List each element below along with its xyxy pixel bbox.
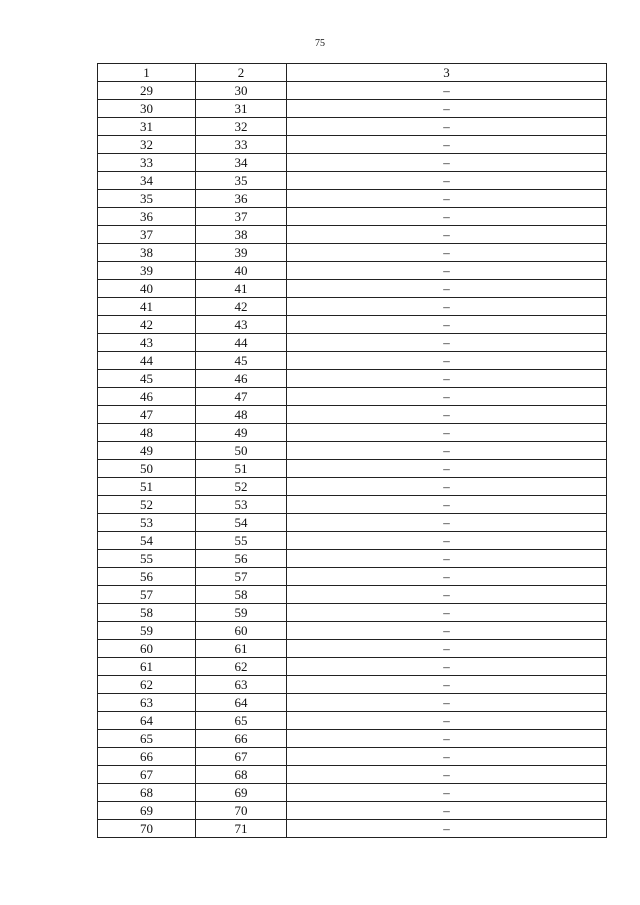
table-cell-col3: – bbox=[287, 658, 607, 676]
table-cell-col3: – bbox=[287, 388, 607, 406]
table-cell-col3: – bbox=[287, 136, 607, 154]
table-cell-col3: – bbox=[287, 82, 607, 100]
table-row bbox=[98, 748, 607, 766]
table-cell-col2: 54 bbox=[196, 514, 287, 532]
table-cell-col2: 48 bbox=[196, 406, 287, 424]
table-cell-col2: 56 bbox=[196, 550, 287, 568]
table-cell-col2: 33 bbox=[196, 136, 287, 154]
table-cell-col3: – bbox=[287, 370, 607, 388]
table-cell-col2: 40 bbox=[196, 262, 287, 280]
table-row bbox=[98, 226, 607, 244]
table-cell-col3: – bbox=[287, 514, 607, 532]
table-cell-col3: – bbox=[287, 640, 607, 658]
table-cell-col1: 39 bbox=[98, 262, 196, 280]
table-row bbox=[98, 190, 607, 208]
table-row bbox=[98, 766, 607, 784]
table-cell-col3: – bbox=[287, 244, 607, 262]
table-cell-col1: 59 bbox=[98, 622, 196, 640]
table-cell-col2: 38 bbox=[196, 226, 287, 244]
table-cell-col1: 51 bbox=[98, 478, 196, 496]
table-cell-col2: 36 bbox=[196, 190, 287, 208]
table-cell-col2: 43 bbox=[196, 316, 287, 334]
table-cell-col3: – bbox=[287, 550, 607, 568]
table-row bbox=[98, 154, 607, 172]
table-cell-col1: 37 bbox=[98, 226, 196, 244]
table-cell-col2: 47 bbox=[196, 388, 287, 406]
table-cell-col3: – bbox=[287, 118, 607, 136]
table-row bbox=[98, 136, 607, 154]
table-cell-col2: 57 bbox=[196, 568, 287, 586]
table-row bbox=[98, 694, 607, 712]
table-cell-col2: 55 bbox=[196, 532, 287, 550]
table-cell-col1: 62 bbox=[98, 676, 196, 694]
table-cell-col1: 47 bbox=[98, 406, 196, 424]
table-cell-col1: 46 bbox=[98, 388, 196, 406]
table-cell-col1: 61 bbox=[98, 658, 196, 676]
table-cell-col2: 69 bbox=[196, 784, 287, 802]
table-cell-col3: – bbox=[287, 568, 607, 586]
table-cell-col2: 51 bbox=[196, 460, 287, 478]
table-row bbox=[98, 784, 607, 802]
table-cell-col1: 40 bbox=[98, 280, 196, 298]
table-cell-col3: – bbox=[287, 748, 607, 766]
table-cell-col1: 54 bbox=[98, 532, 196, 550]
table-row bbox=[98, 478, 607, 496]
table-cell-col2: 60 bbox=[196, 622, 287, 640]
table-cell-col1: 57 bbox=[98, 586, 196, 604]
table-cell-col1: 70 bbox=[98, 820, 196, 838]
table-row bbox=[98, 100, 607, 118]
table-row bbox=[98, 208, 607, 226]
table-cell-col3: – bbox=[287, 442, 607, 460]
table-cell-col1: 35 bbox=[98, 190, 196, 208]
table-cell-col1: 55 bbox=[98, 550, 196, 568]
table-row bbox=[98, 388, 607, 406]
table-cell-col2: 44 bbox=[196, 334, 287, 352]
table-cell-col3: – bbox=[287, 766, 607, 784]
table-cell-col2: 62 bbox=[196, 658, 287, 676]
page-number: 75 bbox=[315, 38, 325, 49]
table-cell-col2: 42 bbox=[196, 298, 287, 316]
table-cell-col1: 52 bbox=[98, 496, 196, 514]
table-row bbox=[98, 424, 607, 442]
table-cell-col1: 45 bbox=[98, 370, 196, 388]
table-cell-col2: 49 bbox=[196, 424, 287, 442]
table-cell-col1: 67 bbox=[98, 766, 196, 784]
table-cell-col1: 50 bbox=[98, 460, 196, 478]
table-row bbox=[98, 118, 607, 136]
table-cell-col2: 63 bbox=[196, 676, 287, 694]
table-row bbox=[98, 172, 607, 190]
table-cell-col3: – bbox=[287, 460, 607, 478]
table-cell-col3: – bbox=[287, 424, 607, 442]
table-cell-col3: – bbox=[287, 316, 607, 334]
table-cell-col3: – bbox=[287, 784, 607, 802]
table-row bbox=[98, 370, 607, 388]
table-row bbox=[98, 460, 607, 478]
table-cell-col2: 64 bbox=[196, 694, 287, 712]
table-row bbox=[98, 550, 607, 568]
table-row bbox=[98, 82, 607, 100]
table-cell-col1: 33 bbox=[98, 154, 196, 172]
table-row bbox=[98, 514, 607, 532]
table-row bbox=[98, 820, 607, 838]
table-cell-col2: 59 bbox=[196, 604, 287, 622]
table-cell-col2: 41 bbox=[196, 280, 287, 298]
table-cell-col1: 42 bbox=[98, 316, 196, 334]
data-table bbox=[97, 63, 607, 838]
table-row bbox=[98, 262, 607, 280]
table-cell-col2: 30 bbox=[196, 82, 287, 100]
table-row bbox=[98, 532, 607, 550]
table-row bbox=[98, 496, 607, 514]
table-cell-col1: 56 bbox=[98, 568, 196, 586]
header-cell-2: 2 bbox=[196, 64, 287, 82]
table-cell-col1: 30 bbox=[98, 100, 196, 118]
table-cell-col1: 65 bbox=[98, 730, 196, 748]
table-cell-col1: 66 bbox=[98, 748, 196, 766]
table-cell-col3: – bbox=[287, 478, 607, 496]
table-row bbox=[98, 316, 607, 334]
table-cell-col2: 37 bbox=[196, 208, 287, 226]
table-cell-col3: – bbox=[287, 262, 607, 280]
table-cell-col3: – bbox=[287, 622, 607, 640]
table-row bbox=[98, 406, 607, 424]
table-cell-col1: 69 bbox=[98, 802, 196, 820]
table-cell-col3: – bbox=[287, 154, 607, 172]
table-cell-col3: – bbox=[287, 208, 607, 226]
table-row bbox=[98, 730, 607, 748]
table-cell-col1: 64 bbox=[98, 712, 196, 730]
table-row bbox=[98, 280, 607, 298]
table-row bbox=[98, 712, 607, 730]
table-cell-col3: – bbox=[287, 172, 607, 190]
table-row bbox=[98, 244, 607, 262]
table-cell-col1: 48 bbox=[98, 424, 196, 442]
table-cell-col2: 31 bbox=[196, 100, 287, 118]
table-cell-col3: – bbox=[287, 676, 607, 694]
table-row bbox=[98, 676, 607, 694]
table-cell-col2: 34 bbox=[196, 154, 287, 172]
table-cell-col1: 53 bbox=[98, 514, 196, 532]
table-cell-col3: – bbox=[287, 820, 607, 838]
table-cell-col2: 35 bbox=[196, 172, 287, 190]
table-cell-col1: 44 bbox=[98, 352, 196, 370]
table-cell-col1: 63 bbox=[98, 694, 196, 712]
table-cell-col2: 68 bbox=[196, 766, 287, 784]
table-header-row bbox=[98, 64, 607, 82]
table-row bbox=[98, 802, 607, 820]
table-cell-col2: 50 bbox=[196, 442, 287, 460]
table-cell-col3: – bbox=[287, 190, 607, 208]
table-row bbox=[98, 298, 607, 316]
table-cell-col1: 29 bbox=[98, 82, 196, 100]
table-cell-col3: – bbox=[287, 586, 607, 604]
table-row bbox=[98, 658, 607, 676]
table-cell-col1: 38 bbox=[98, 244, 196, 262]
table-cell-col1: 34 bbox=[98, 172, 196, 190]
table-cell-col1: 68 bbox=[98, 784, 196, 802]
table-cell-col3: – bbox=[287, 532, 607, 550]
table-cell-col3: – bbox=[287, 730, 607, 748]
table-cell-col2: 61 bbox=[196, 640, 287, 658]
table-row bbox=[98, 334, 607, 352]
table-cell-col2: 46 bbox=[196, 370, 287, 388]
table-row bbox=[98, 622, 607, 640]
table-cell-col1: 41 bbox=[98, 298, 196, 316]
table-cell-col2: 71 bbox=[196, 820, 287, 838]
table-cell-col1: 60 bbox=[98, 640, 196, 658]
header-cell-3: 3 bbox=[287, 64, 607, 82]
table-cell-col3: – bbox=[287, 496, 607, 514]
table-row bbox=[98, 442, 607, 460]
table-cell-col3: – bbox=[287, 280, 607, 298]
table-cell-col2: 52 bbox=[196, 478, 287, 496]
table-cell-col3: – bbox=[287, 802, 607, 820]
table-cell-col1: 43 bbox=[98, 334, 196, 352]
table-cell-col2: 66 bbox=[196, 730, 287, 748]
table-cell-col1: 36 bbox=[98, 208, 196, 226]
table-cell-col3: – bbox=[287, 226, 607, 244]
table-cell-col2: 32 bbox=[196, 118, 287, 136]
table-row bbox=[98, 352, 607, 370]
table-cell-col2: 67 bbox=[196, 748, 287, 766]
table-cell-col1: 31 bbox=[98, 118, 196, 136]
table-cell-col2: 45 bbox=[196, 352, 287, 370]
header-cell-1: 1 bbox=[98, 64, 196, 82]
table-cell-col3: – bbox=[287, 604, 607, 622]
table-row bbox=[98, 604, 607, 622]
table-cell-col3: – bbox=[287, 694, 607, 712]
table-cell-col3: – bbox=[287, 334, 607, 352]
table-cell-col1: 58 bbox=[98, 604, 196, 622]
table-cell-col3: – bbox=[287, 352, 607, 370]
table-cell-col2: 58 bbox=[196, 586, 287, 604]
table-cell-col3: – bbox=[287, 406, 607, 424]
table-row bbox=[98, 568, 607, 586]
table-cell-col3: – bbox=[287, 712, 607, 730]
table-cell-col3: – bbox=[287, 298, 607, 316]
table-cell-col2: 39 bbox=[196, 244, 287, 262]
table-cell-col2: 70 bbox=[196, 802, 287, 820]
table-row bbox=[98, 586, 607, 604]
table-row bbox=[98, 640, 607, 658]
table-cell-col2: 65 bbox=[196, 712, 287, 730]
table-cell-col3: – bbox=[287, 100, 607, 118]
table-cell-col2: 53 bbox=[196, 496, 287, 514]
table-cell-col1: 32 bbox=[98, 136, 196, 154]
table-cell-col1: 49 bbox=[98, 442, 196, 460]
